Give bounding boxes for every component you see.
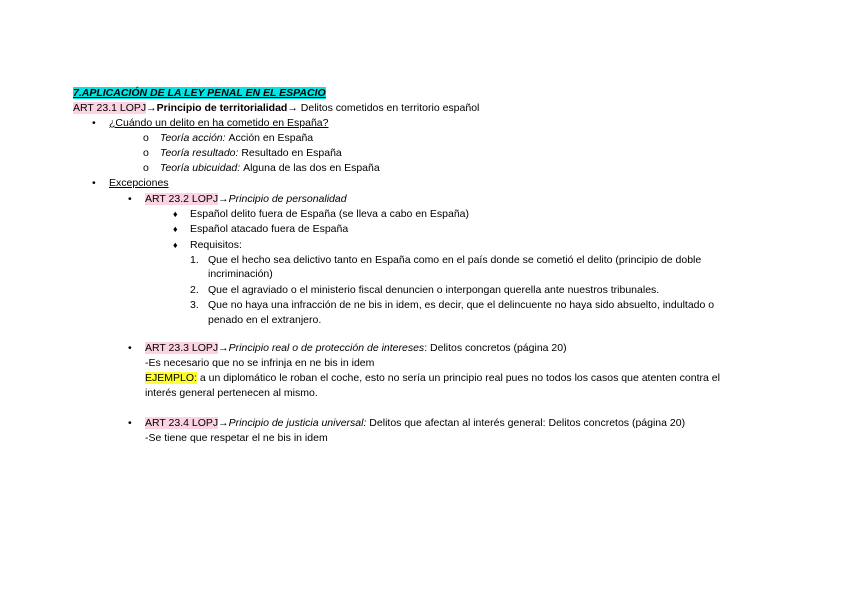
personalidad-label: Principio de personalidad (228, 193, 347, 205)
art-23-2-ref: ART 23.2 LOPJ (145, 193, 219, 205)
bullet-disc-icon: • (128, 193, 132, 205)
section-title: 7.APLICACIÓN DE LA LEY PENAL EN EL ESPACIO (73, 87, 326, 99)
art-23-2-item: Español atacado fuera de España (190, 223, 349, 235)
bullet-disc-icon: • (92, 177, 96, 189)
teoria-item: Teoría acción: Acción en España (160, 132, 314, 144)
arrow-icon: → (218, 193, 229, 205)
bullet-circle-icon: o (143, 147, 149, 159)
ejemplo-label: EJEMPLO: (145, 372, 197, 384)
ejemplo-line-2: interés general pertenecen al mismo. (145, 387, 318, 399)
bullet-circle-icon: o (143, 132, 149, 144)
art-23-3-note: -Es necesario que no se infrinja en ne bis in idem (145, 357, 375, 369)
teoria-item: Teoría resultado: Resultado en España (160, 147, 342, 159)
requisito-text: Que el hecho sea delictivo tanto en España como en el país donde se cometió el delito (principio de doble (208, 254, 702, 266)
arrow-icon: → (287, 102, 298, 114)
excepciones-heading: Excepciones (109, 177, 169, 189)
bullet-diamond-icon: ♦ (173, 209, 178, 219)
art-23-4-note: -Se tiene que respetar el ne bis in idem (145, 432, 328, 444)
art-23-3-line: ART 23.3 LOPJ→Principio real o de protección de intereses: Delitos concretos (página 20) (145, 342, 567, 354)
requisito-text: penado en el extranjero. (208, 314, 322, 326)
list-number: 3. (190, 299, 199, 311)
arrow-icon: → (146, 102, 157, 114)
real-proteccion-label: Principio real o de protección de intereses (228, 342, 425, 354)
art-23-2-line (145, 192, 347, 206)
bullet-diamond-icon: ♦ (173, 240, 178, 250)
question-line: ¿Cuándo un delito en ha cometido en España? (109, 117, 329, 129)
list-number: 1. (190, 254, 199, 266)
bullet-diamond-icon: ♦ (173, 224, 178, 234)
art-23-3-ref: ART 23.3 LOPJ (145, 342, 219, 354)
bullet-disc-icon: • (92, 117, 96, 129)
list-number: 2. (190, 284, 199, 296)
bullet-disc-icon: • (128, 342, 132, 354)
requisito-text: incriminación) (208, 268, 273, 280)
art-23-1-ref: ART 23.1 LOPJ (73, 102, 147, 114)
arrow-icon: → (218, 417, 229, 429)
bullet-circle-icon: o (143, 162, 149, 174)
ejemplo-line: EJEMPLO: a un diplomático le roban el coche, esto no sería un principio real pues no todos los casos que atenten contra el (145, 372, 720, 384)
justicia-universal-label: Principio de justicia universal: (228, 417, 367, 429)
art-23-1-line (73, 101, 479, 115)
territorialidad-label: Principio de territorialidad (156, 102, 288, 114)
art-23-2-item: Requisitos: (190, 239, 242, 251)
art-23-1-desc: Delitos cometidos en territorio español (297, 102, 480, 114)
teoria-item: Teoría ubicuidad: Alguna de las dos en España (160, 162, 380, 174)
art-23-4-line: ART 23.4 LOPJ→Principio de justicia universal: Delitos que afectan al interés general: Delitos concretos (página 20) (145, 417, 686, 429)
requisito-text: Que el agraviado o el ministerio fiscal denuncien o interpongan querella ante nuestros tribunales. (208, 284, 660, 296)
art-23-2-item: Español delito fuera de España (se lleva a cabo en España) (190, 208, 470, 220)
bullet-disc-icon: • (128, 417, 132, 429)
arrow-icon: → (218, 342, 229, 354)
art-23-4-ref: ART 23.4 LOPJ (145, 417, 219, 429)
requisito-text: Que no haya una infracción de ne bis in idem, es decir, que el delincuente no haya sido absuelto, indultado o (208, 299, 715, 311)
